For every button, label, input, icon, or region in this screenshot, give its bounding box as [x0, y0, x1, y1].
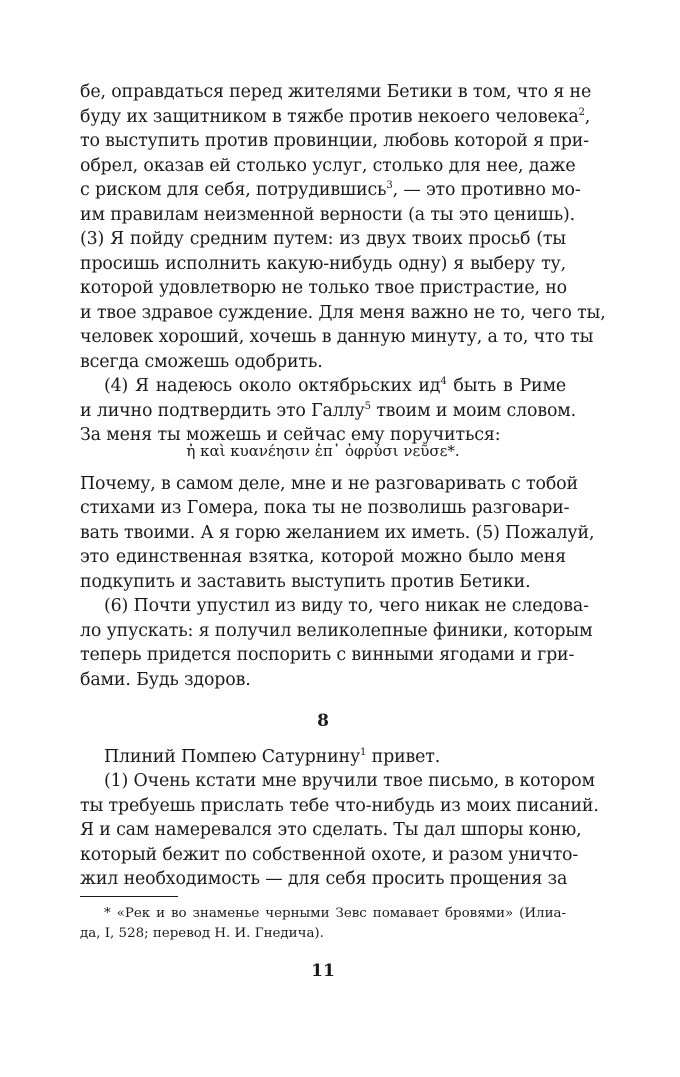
text-line: с риском для себя, потрудившись$^3$, — это противно мо-	[80, 180, 581, 200]
text-line: человек хороший, хочешь в данную минуту, а то, что ты	[80, 327, 594, 347]
text-line: это единственная взятка, которой можно было меня	[80, 547, 566, 567]
footnote-ref: 5	[364, 401, 371, 412]
text-line: За меня ты можешь и сейчас ему поручиться:	[80, 425, 501, 445]
text-line: бами. Будь здоров.	[80, 670, 251, 690]
text-line: вать твоими. А я горю желанием их иметь. (5) Пожалуй,	[80, 523, 595, 543]
text-line: который бежит по собственной охоте, и разом уничто-	[80, 845, 579, 865]
footnote-line: * «Рек и во знаменье черными Зевс помавает бровями» (Илиа-	[104, 906, 566, 921]
text-line: и твое здравое суждение. Для меня важно не то, чего ты,	[80, 303, 606, 323]
footnote-rule	[80, 896, 178, 897]
text-line: теперь придется поспорить с винными ягодами и гри-	[80, 645, 575, 665]
text-line: ты требуешь прислать тебе что-нибудь из моих писаний.	[80, 796, 599, 816]
letter-greeting: Плиний Помпею Сатурнину$^1$ привет.	[104, 747, 441, 767]
text-line: просишь исполнить какую-нибудь одну) я выберу ту,	[80, 254, 566, 274]
text-line: обрел, оказав ей столько услуг, столько для нее, даже	[80, 156, 576, 176]
text-line: которой удовлетворю не только твое пристрастие, но	[80, 278, 567, 298]
text-line: и лично подтвердить это Галлу$^5$ твоим и моим словом.	[80, 401, 577, 421]
footnote-ref: 3	[386, 180, 393, 191]
footnote-ref: 1	[360, 747, 367, 758]
section-number: 8	[317, 711, 329, 731]
text-line: буду их защитником в тяжбе против некоего человека$^2$,	[80, 107, 591, 127]
text-line: всегда сможешь одобрить.	[80, 352, 323, 372]
footnote-ref: 4	[440, 376, 447, 387]
text-line: бе, оправдаться перед жителями Бетики в том, что я не	[80, 82, 592, 102]
text-line: (1) Очень кстати мне вручили твое письмо, в котором	[104, 771, 595, 791]
footnote-line: да, I, 528; перевод Н. И. Гнедича).	[80, 926, 324, 941]
text-line: жил необходимость — для себя просить прощения за	[80, 869, 568, 889]
text-line: Я и сам намеревался это сделать. Ты дал шпоры коню,	[80, 820, 582, 840]
text-line: (6) Почти упустил из виду то, чего никак не следова-	[104, 596, 589, 616]
text-line: (4) Я надеюсь около октябрьских $ид^4$ быть в Риме	[104, 376, 566, 396]
text-line: Почему, в самом деле, мне и не разговаривать с тобой	[80, 474, 578, 494]
text-line: ло упускать: я получил великолепные финики, которым	[80, 621, 593, 641]
text-line: (3) Я пойду средним путем: из двух твоих просьб (ты	[80, 229, 566, 249]
text-line: то выступить против провинции, любовь которой я при-	[80, 131, 589, 151]
footnote-ref: 2	[578, 107, 585, 118]
page-number: 11	[311, 961, 335, 981]
text-line: им правилам неизменной верности (а ты это ценишь).	[80, 205, 576, 225]
greek-quote: ἠ καὶ κυανέησιν ἐπ᾽ ὀφρύσι νεῦσε*.	[186, 442, 460, 460]
text-line: стихами из Гомера, пока ты не позволишь разговари-	[80, 498, 570, 518]
text-line: подкупить и заставить выступить против Бетики.	[80, 572, 531, 592]
